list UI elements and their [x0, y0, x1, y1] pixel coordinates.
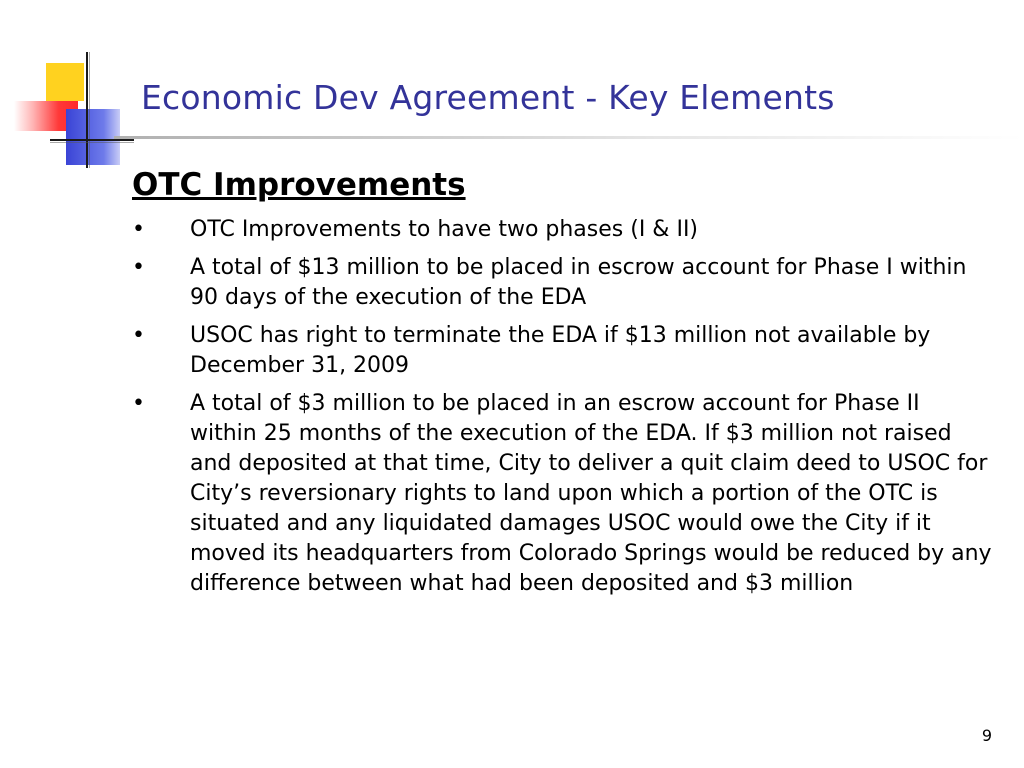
bullet-dot-icon: • — [132, 255, 145, 280]
bullet-text: A total of $13 million to be placed in escrow account for Phase I within 90 days of the execution of the EDA — [190, 255, 967, 310]
logo-vertical-line-shadow — [89, 52, 90, 168]
bullet-item — [132, 389, 992, 599]
bullet-dot-icon: • — [132, 391, 145, 416]
bullet-text: A total of $3 million to be placed in an escrow account for Phase II within 25 months of the execution of the EDA. If $3 million not raised and deposited at that time, City to deliver a quit claim deed to USOC for City’s reversionary rights to land upon which a portion of the OTC is situated and any liquidated damages USOC would owe the City if it moved its headquarters from Colorado Springs would be reduced by any difference between what had been deposited and $3 million — [190, 391, 992, 596]
section-heading: OTC Improvements — [132, 167, 466, 203]
bullet-dot-icon: • — [132, 323, 145, 348]
bullet-dot-icon: • — [132, 217, 145, 242]
template-logo-graphic — [0, 0, 140, 175]
bullet-text: USOC has right to terminate the EDA if $13 million not available by December 31, 2009 — [190, 323, 931, 378]
slide-body — [132, 165, 992, 607]
logo-blue-square — [66, 109, 120, 165]
page-number: 9 — [981, 726, 992, 745]
bullet-item — [132, 253, 992, 313]
logo-vertical-line — [86, 52, 88, 168]
bullet-text: OTC Improvements to have two phases (I & II) — [190, 217, 699, 242]
slide-title: Economic Dev Agreement - Key Elements — [141, 78, 835, 117]
bullet-item — [132, 321, 992, 381]
title-divider — [114, 136, 1024, 139]
logo-horizontal-line — [50, 139, 134, 141]
bullet-list — [132, 215, 992, 599]
bullet-item — [132, 215, 992, 245]
logo-horizontal-line-shadow — [50, 142, 134, 143]
logo-yellow-square — [46, 63, 84, 101]
